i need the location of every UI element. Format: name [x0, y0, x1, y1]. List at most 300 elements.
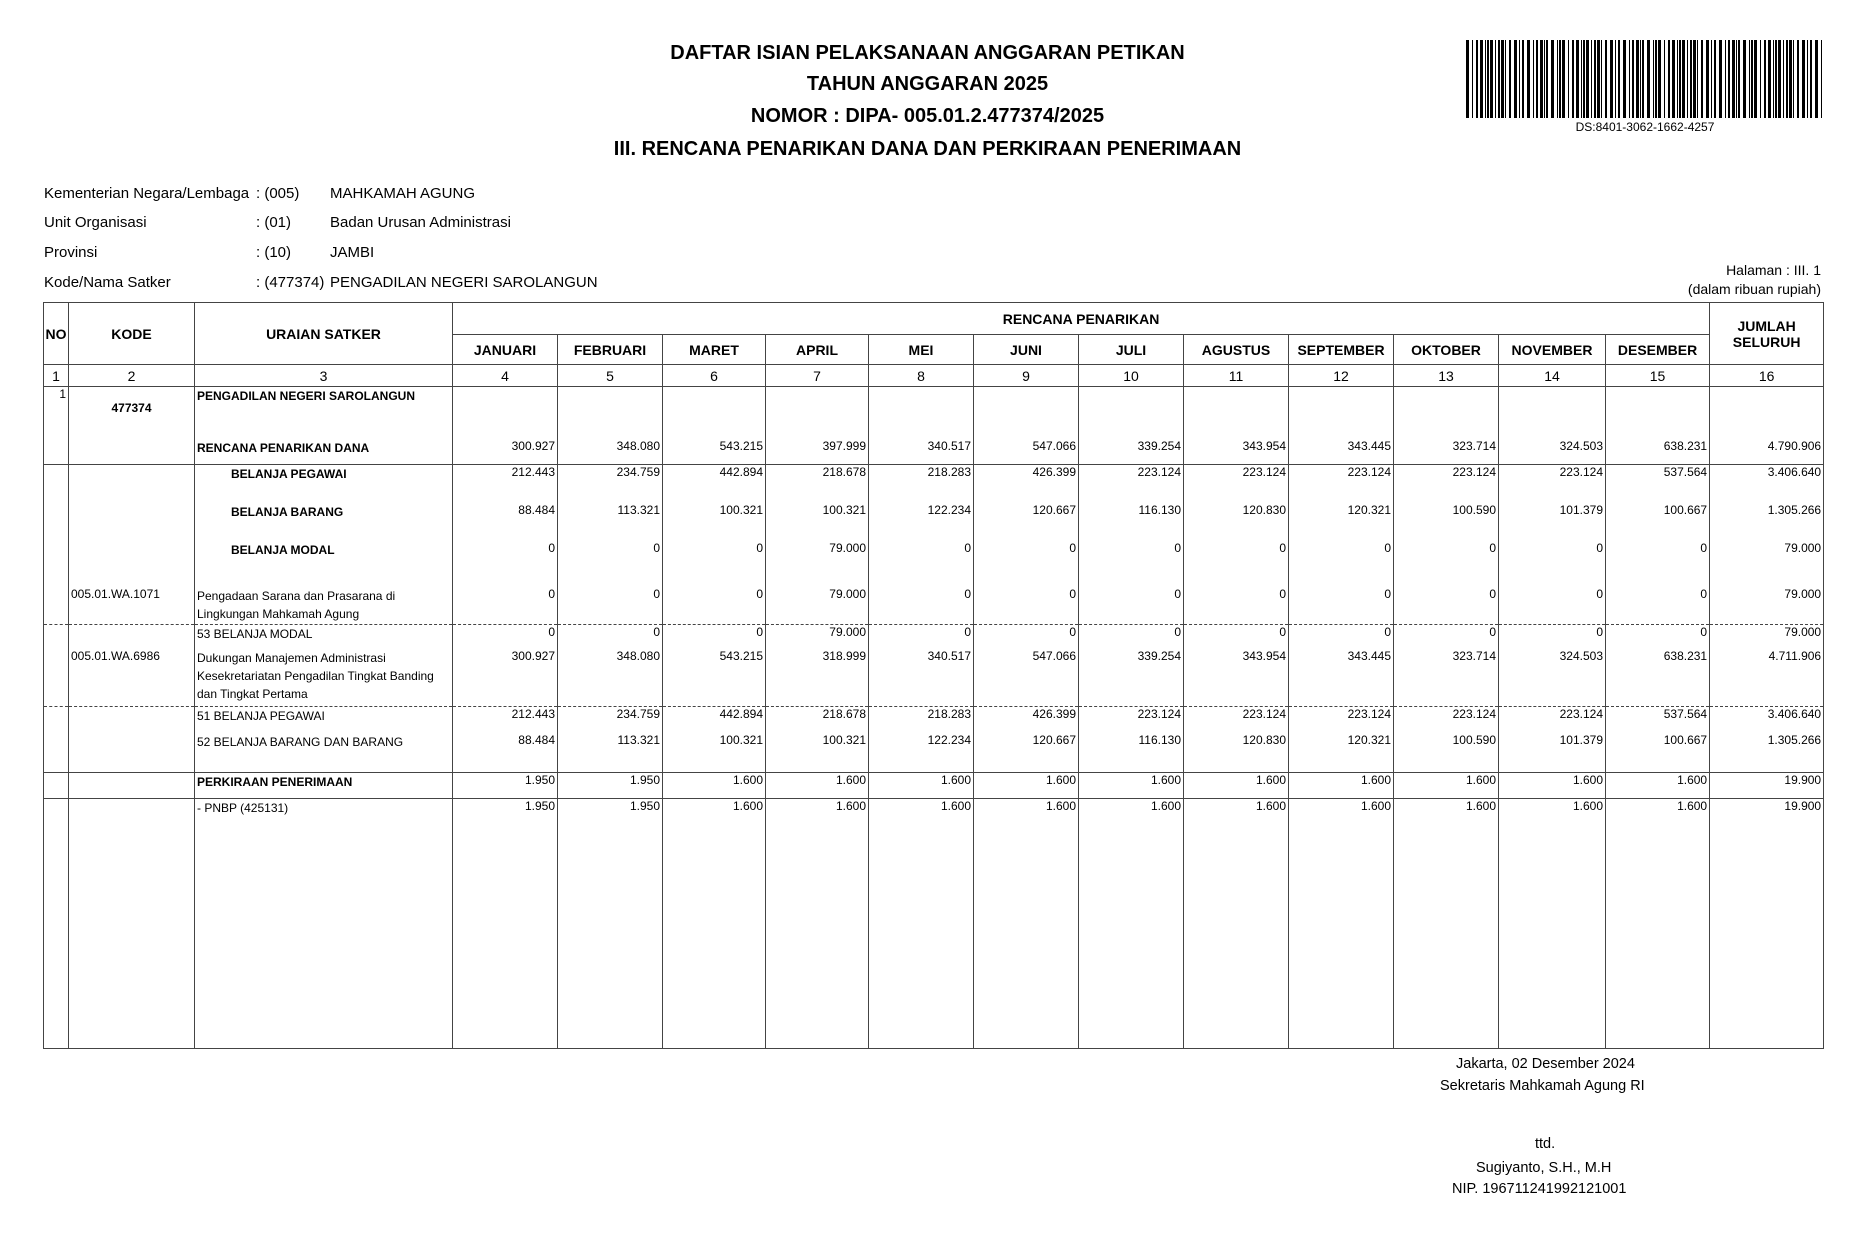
column-number: 5 [558, 365, 663, 387]
barcode-bar [1505, 40, 1506, 118]
row-no: 1 [44, 387, 69, 439]
barcode-bar [1509, 40, 1511, 118]
header-uraian: URAIAN SATKER [195, 303, 453, 365]
barcode-bar [1615, 40, 1616, 118]
row-month-value [1606, 387, 1710, 439]
row-description: PENGADILAN NEGERI SAROLANGUN [195, 387, 453, 439]
row-month-value: 218.678 [766, 707, 869, 733]
header-month: JUNI [974, 335, 1079, 365]
row-month-value: 1.600 [1289, 799, 1394, 823]
row-month-value: 1.600 [974, 773, 1079, 799]
barcode-bar [1514, 40, 1517, 118]
barcode-bar [1773, 40, 1774, 118]
row-month-value: 300.927 [453, 439, 558, 465]
barcode-bar [1466, 40, 1469, 118]
row-month-value: 120.667 [974, 503, 1079, 541]
row-month-value: 113.321 [558, 733, 663, 773]
row-month-value: 116.130 [1079, 733, 1184, 773]
row-description: 52 BELANJA BARANG DAN BARANG [195, 733, 453, 773]
barcode-bar [1783, 40, 1784, 118]
info-name-satker: PENGADILAN NEGERI SAROLANGUN [330, 274, 598, 291]
row-month-value: 1.950 [453, 773, 558, 799]
dipa-number: NOMOR : DIPA- 005.01.2.477374/2025 [750, 105, 1105, 127]
withdrawal-plan-table [43, 302, 1824, 1049]
barcode-bar [1653, 40, 1654, 118]
barcode-bar [1711, 40, 1712, 118]
row-kode [69, 503, 195, 541]
row-description: Dukungan Manajemen Administrasi Kesekretariatan Pengadilan Tingkat Banding dan Tingkat Pertama [195, 649, 453, 707]
row-month-value: 212.443 [453, 707, 558, 733]
row-kode [69, 773, 195, 799]
table-row [44, 649, 1824, 707]
page-number: Halaman : III. 1 [1726, 262, 1821, 278]
row-month-value: 343.954 [1184, 649, 1289, 707]
row-month-value: 113.321 [558, 503, 663, 541]
barcode-bar [1821, 40, 1822, 118]
row-month-value: 79.000 [766, 541, 869, 587]
row-month-value: 1.600 [1606, 773, 1710, 799]
row-month-value: 223.124 [1079, 707, 1184, 733]
row-month-value: 340.517 [869, 439, 974, 465]
column-number: 10 [1079, 365, 1184, 387]
row-month-value: 0 [1079, 541, 1184, 587]
table-row [44, 541, 1824, 587]
section-title: III. RENCANA PENARIKAN DANA DAN PERKIRAAN PENERIMAAN [613, 138, 1242, 160]
row-month-value: 101.379 [1499, 503, 1606, 541]
barcode-bar [1714, 40, 1716, 118]
row-total-value: 4.711.906 [1710, 649, 1824, 707]
row-month-value: 0 [869, 587, 974, 625]
header-month: APRIL [766, 335, 869, 365]
row-month-value: 543.215 [663, 649, 766, 707]
barcode-bar [1544, 40, 1545, 118]
row-month-value: 638.231 [1606, 439, 1710, 465]
barcode-bar [1629, 40, 1630, 118]
table-row [44, 465, 1824, 503]
table-row [44, 773, 1824, 799]
empty-cell [869, 823, 974, 1049]
barcode-bar [1522, 40, 1524, 118]
row-month-value: 0 [1184, 541, 1289, 587]
row-kode [69, 707, 195, 733]
row-description: 51 BELANJA PEGAWAI [195, 707, 453, 733]
row-month-value: 218.283 [869, 707, 974, 733]
row-description: 53 BELANJA MODAL [195, 625, 453, 649]
header-month: NOVEMBER [1499, 335, 1606, 365]
row-month-value: 1.600 [1184, 799, 1289, 823]
row-month-value [453, 387, 558, 439]
row-total-value: 1.305.266 [1710, 503, 1824, 541]
signature-place-date: Jakarta, 02 Desember 2024 [1456, 1056, 1635, 1072]
barcode-bar [1736, 40, 1737, 118]
fiscal-year-title: TAHUN ANGGARAN 2025 [806, 73, 1049, 95]
row-month-value: 343.954 [1184, 439, 1289, 465]
barcode-bar [1594, 40, 1596, 118]
row-month-value: 122.234 [869, 503, 974, 541]
row-month-value: 0 [453, 625, 558, 649]
row-month-value: 318.999 [766, 649, 869, 707]
barcode-bar [1642, 40, 1644, 118]
row-no [44, 587, 69, 625]
table-row [44, 707, 1824, 733]
barcode-bar [1768, 40, 1771, 118]
row-month-value: 339.254 [1079, 649, 1184, 707]
row-month-value: 100.590 [1394, 733, 1499, 773]
row-month-value: 120.830 [1184, 503, 1289, 541]
row-month-value: 300.927 [453, 649, 558, 707]
row-month-value: 1.600 [869, 799, 974, 823]
barcode-bar [1568, 40, 1569, 118]
row-month-value: 100.590 [1394, 503, 1499, 541]
barcode-bar [1605, 40, 1607, 118]
barcode-bar [1810, 40, 1812, 118]
row-total-value: 19.900 [1710, 799, 1824, 823]
empty-cell [44, 823, 69, 1049]
barcode-bar [1480, 40, 1483, 118]
barcode-bar [1749, 40, 1750, 118]
row-month-value: 547.066 [974, 439, 1079, 465]
barcode-bar [1540, 40, 1543, 118]
header-jumlah-seluruh: JUMLAH SELURUH [1710, 303, 1824, 365]
row-month-value [1499, 387, 1606, 439]
row-kode [69, 541, 195, 587]
empty-cell [1606, 823, 1710, 1049]
row-total-value: 79.000 [1710, 625, 1824, 649]
row-month-value: 1.600 [663, 773, 766, 799]
row-description: Pengadaan Sarana dan Prasarana di Lingkungan Mahkamah Agung [195, 587, 453, 625]
barcode-bar [1677, 40, 1678, 118]
barcode-bar [1546, 40, 1548, 118]
info-label-province: Provinsi [44, 244, 98, 261]
row-month-value: 0 [558, 587, 663, 625]
row-month-value: 223.124 [1289, 707, 1394, 733]
signature-ttd: ttd. [1535, 1136, 1556, 1152]
row-month-value: 1.950 [453, 799, 558, 823]
empty-cell [558, 823, 663, 1049]
row-month-value: 348.080 [558, 649, 663, 707]
header-month: FEBRUARI [558, 335, 663, 365]
barcode-bar [1655, 40, 1657, 118]
table-row [44, 799, 1824, 823]
row-kode [69, 799, 195, 823]
info-name-ministry: MAHKAMAH AGUNG [330, 185, 476, 202]
row-month-value: 0 [663, 541, 766, 587]
row-kode [69, 465, 195, 503]
empty-cell [1184, 823, 1289, 1049]
row-month-value: 324.503 [1499, 439, 1606, 465]
barcode-bar [1610, 40, 1613, 118]
row-description: BELANJA BARANG [195, 503, 453, 541]
row-month-value: 79.000 [766, 625, 869, 649]
row-month-value: 223.124 [1184, 465, 1289, 503]
barcode-bar [1527, 40, 1530, 118]
row-total-value: 3.406.640 [1710, 465, 1824, 503]
row-no [44, 733, 69, 773]
barcode-bar [1647, 40, 1650, 118]
barcode-bar [1743, 40, 1746, 118]
row-month-value: 88.484 [453, 733, 558, 773]
info-code-ministry: : (005) [256, 185, 300, 202]
row-month-value: 348.080 [558, 439, 663, 465]
column-number: 1 [44, 365, 69, 387]
barcode-bar [1551, 40, 1554, 118]
barcode-bar [1572, 40, 1574, 118]
barcode-bar [1738, 40, 1740, 118]
row-month-value: 0 [1289, 541, 1394, 587]
row-month-value: 543.215 [663, 439, 766, 465]
row-month-value: 223.124 [1079, 465, 1184, 503]
row-month-value: 1.600 [1606, 799, 1710, 823]
barcode-bar [1701, 40, 1703, 118]
barcode-bar [1501, 40, 1504, 118]
table-row [44, 625, 1824, 649]
column-number: 7 [766, 365, 869, 387]
barcode-bar [1719, 40, 1722, 118]
row-month-value: 0 [1499, 541, 1606, 587]
row-month-value: 1.600 [663, 799, 766, 823]
row-month-value: 0 [1606, 625, 1710, 649]
row-total-value: 3.406.640 [1710, 707, 1824, 733]
empty-cell [195, 823, 453, 1049]
table-row [44, 503, 1824, 541]
barcode-bar [1591, 40, 1592, 118]
header-month: SEPTEMBER [1289, 335, 1394, 365]
table-row [44, 439, 1824, 465]
row-total-value: 79.000 [1710, 541, 1824, 587]
row-total-value: 4.790.906 [1710, 439, 1824, 465]
row-kode [69, 625, 195, 649]
barcode-bar [1597, 40, 1600, 118]
row-month-value: 426.399 [974, 707, 1079, 733]
column-number: 9 [974, 365, 1079, 387]
empty-cell [1499, 823, 1606, 1049]
row-month-value: 426.399 [974, 465, 1079, 503]
column-number: 6 [663, 365, 766, 387]
row-description: PERKIRAAN PENERIMAAN [195, 773, 453, 799]
barcode-bar [1789, 40, 1792, 118]
header-month: MARET [663, 335, 766, 365]
barcode-bar [1725, 40, 1726, 118]
header-rencana-penarikan: RENCANA PENARIKAN [453, 303, 1710, 335]
info-code-province: : (10) [256, 244, 292, 261]
row-total-value: 1.305.266 [1710, 733, 1824, 773]
barcode-bar [1487, 40, 1489, 118]
row-month-value: 0 [1394, 587, 1499, 625]
header-month: DESEMBER [1606, 335, 1710, 365]
barcode-bar [1581, 40, 1582, 118]
row-month-value: 0 [974, 587, 1079, 625]
barcode-bar [1807, 40, 1808, 118]
barcode-bar [1728, 40, 1730, 118]
row-month-value: 537.564 [1606, 707, 1710, 733]
row-kode: 005.01.WA.1071 [69, 587, 195, 625]
row-month-value: 1.600 [1079, 773, 1184, 799]
row-description: - PNBP (425131) [195, 799, 453, 823]
row-month-value: 343.445 [1289, 649, 1394, 707]
row-no [44, 503, 69, 541]
info-code-unit: : (01) [256, 214, 292, 231]
row-month-value: 442.894 [663, 465, 766, 503]
empty-cell [69, 823, 195, 1049]
row-description: RENCANA PENARIKAN DANA [195, 439, 453, 465]
barcode-bar [1557, 40, 1558, 118]
row-month-value [1394, 387, 1499, 439]
row-month-value: 0 [558, 625, 663, 649]
row-month-value: 100.321 [663, 503, 766, 541]
barcode-bar [1797, 40, 1799, 118]
row-month-value: 343.445 [1289, 439, 1394, 465]
barcode-bar [1672, 40, 1675, 118]
barcode-bar [1519, 40, 1520, 118]
barcode-bar [1658, 40, 1661, 118]
row-month-value [663, 387, 766, 439]
barcode-bar [1754, 40, 1757, 118]
row-month-value: 547.066 [974, 649, 1079, 707]
row-month-value: 120.830 [1184, 733, 1289, 773]
info-code-satker: : (477374) [256, 274, 325, 291]
row-month-value: 100.321 [766, 733, 869, 773]
row-month-value: 100.321 [766, 503, 869, 541]
row-month-value [1184, 387, 1289, 439]
barcode-image [1466, 40, 1824, 118]
row-month-value: 397.999 [766, 439, 869, 465]
row-no [44, 799, 69, 823]
row-month-value: 0 [1184, 587, 1289, 625]
row-month-value: 1.600 [1289, 773, 1394, 799]
row-month-value [1079, 387, 1184, 439]
barcode-bar [1815, 40, 1818, 118]
row-month-value: 223.124 [1394, 465, 1499, 503]
column-number: 14 [1499, 365, 1606, 387]
barcode-bar [1764, 40, 1766, 118]
row-month-value: 1.600 [869, 773, 974, 799]
row-kode: 005.01.WA.6986 [69, 649, 195, 707]
row-total-value: 19.900 [1710, 773, 1824, 799]
row-month-value: 223.124 [1499, 465, 1606, 503]
row-month-value: 1.600 [766, 773, 869, 799]
barcode-bar [1690, 40, 1692, 118]
table-filler-row [44, 823, 1824, 1049]
row-month-value: 0 [1606, 541, 1710, 587]
empty-cell [453, 823, 558, 1049]
row-month-value: 1.600 [1499, 773, 1606, 799]
row-month-value: 120.667 [974, 733, 1079, 773]
row-month-value: 0 [663, 625, 766, 649]
barcode-bar [1682, 40, 1685, 118]
row-month-value: 223.124 [1499, 707, 1606, 733]
row-month-value [558, 387, 663, 439]
header-no: NO [44, 303, 69, 365]
empty-cell [1289, 823, 1394, 1049]
row-no [44, 707, 69, 733]
barcode-bar [1802, 40, 1805, 118]
row-month-value: 1.600 [1184, 773, 1289, 799]
row-kode [69, 439, 195, 465]
row-month-value: 0 [453, 587, 558, 625]
row-month-value: 1.600 [1394, 773, 1499, 799]
row-month-value: 223.124 [1184, 707, 1289, 733]
row-month-value: 100.321 [663, 733, 766, 773]
row-month-value [1289, 387, 1394, 439]
empty-cell [1079, 823, 1184, 1049]
row-no [44, 649, 69, 707]
row-kode [69, 733, 195, 773]
header-month: JANUARI [453, 335, 558, 365]
row-month-value: 122.234 [869, 733, 974, 773]
empty-cell [974, 823, 1079, 1049]
row-month-value: 116.130 [1079, 503, 1184, 541]
barcode-bar [1697, 40, 1698, 118]
barcode-bar [1472, 40, 1473, 118]
row-month-value: 212.443 [453, 465, 558, 503]
barcode-bar [1636, 40, 1639, 118]
row-description: BELANJA MODAL [195, 541, 453, 587]
row-month-value: 0 [1394, 625, 1499, 649]
barcode-bar [1664, 40, 1665, 118]
row-total-value [1710, 387, 1824, 439]
barcode-bar [1786, 40, 1788, 118]
row-no [44, 439, 69, 465]
barcode-bar [1583, 40, 1585, 118]
empty-cell [663, 823, 766, 1049]
barcode-bar [1775, 40, 1777, 118]
row-month-value [974, 387, 1079, 439]
row-no [44, 773, 69, 799]
unit-note: (dalam ribuan rupiah) [1687, 281, 1821, 297]
column-number: 13 [1394, 365, 1499, 387]
barcode-bar [1495, 40, 1496, 118]
row-month-value: 100.667 [1606, 733, 1710, 773]
barcode-bar [1640, 40, 1641, 118]
barcode-bar [1687, 40, 1688, 118]
column-number: 12 [1289, 365, 1394, 387]
barcode-bar [1533, 40, 1534, 118]
row-month-value: 0 [974, 541, 1079, 587]
row-month-value: 218.283 [869, 465, 974, 503]
row-description: BELANJA PEGAWAI [195, 465, 453, 503]
row-month-value: 0 [1079, 625, 1184, 649]
row-month-value: 0 [974, 625, 1079, 649]
barcode-bar [1485, 40, 1486, 118]
barcode-bar [1793, 40, 1794, 118]
row-month-value: 234.759 [558, 707, 663, 733]
barcode-bar [1679, 40, 1681, 118]
row-month-value: 79.000 [766, 587, 869, 625]
row-month-value: 323.714 [1394, 439, 1499, 465]
signature-name: Sugiyanto, S.H., M.H [1476, 1160, 1612, 1176]
barcode-bar [1778, 40, 1781, 118]
signature-position: Sekretaris Mahkamah Agung RI [1440, 1078, 1645, 1094]
row-month-value: 537.564 [1606, 465, 1710, 503]
row-month-value: 0 [558, 541, 663, 587]
row-total-value: 79.000 [1710, 587, 1824, 625]
row-month-value: 223.124 [1394, 707, 1499, 733]
row-month-value: 323.714 [1394, 649, 1499, 707]
barcode-bar [1623, 40, 1626, 118]
row-month-value: 1.600 [1394, 799, 1499, 823]
barcode-bar [1632, 40, 1634, 118]
barcode-bar [1706, 40, 1709, 118]
row-month-value: 0 [1499, 587, 1606, 625]
column-number: 16 [1710, 365, 1824, 387]
barcode-bar [1476, 40, 1478, 118]
info-name-province: JAMBI [330, 244, 375, 261]
barcode-bar [1576, 40, 1579, 118]
header-kode: KODE [69, 303, 195, 365]
barcode-bar [1693, 40, 1696, 118]
row-month-value: 0 [1606, 587, 1710, 625]
row-month-value: 0 [869, 541, 974, 587]
